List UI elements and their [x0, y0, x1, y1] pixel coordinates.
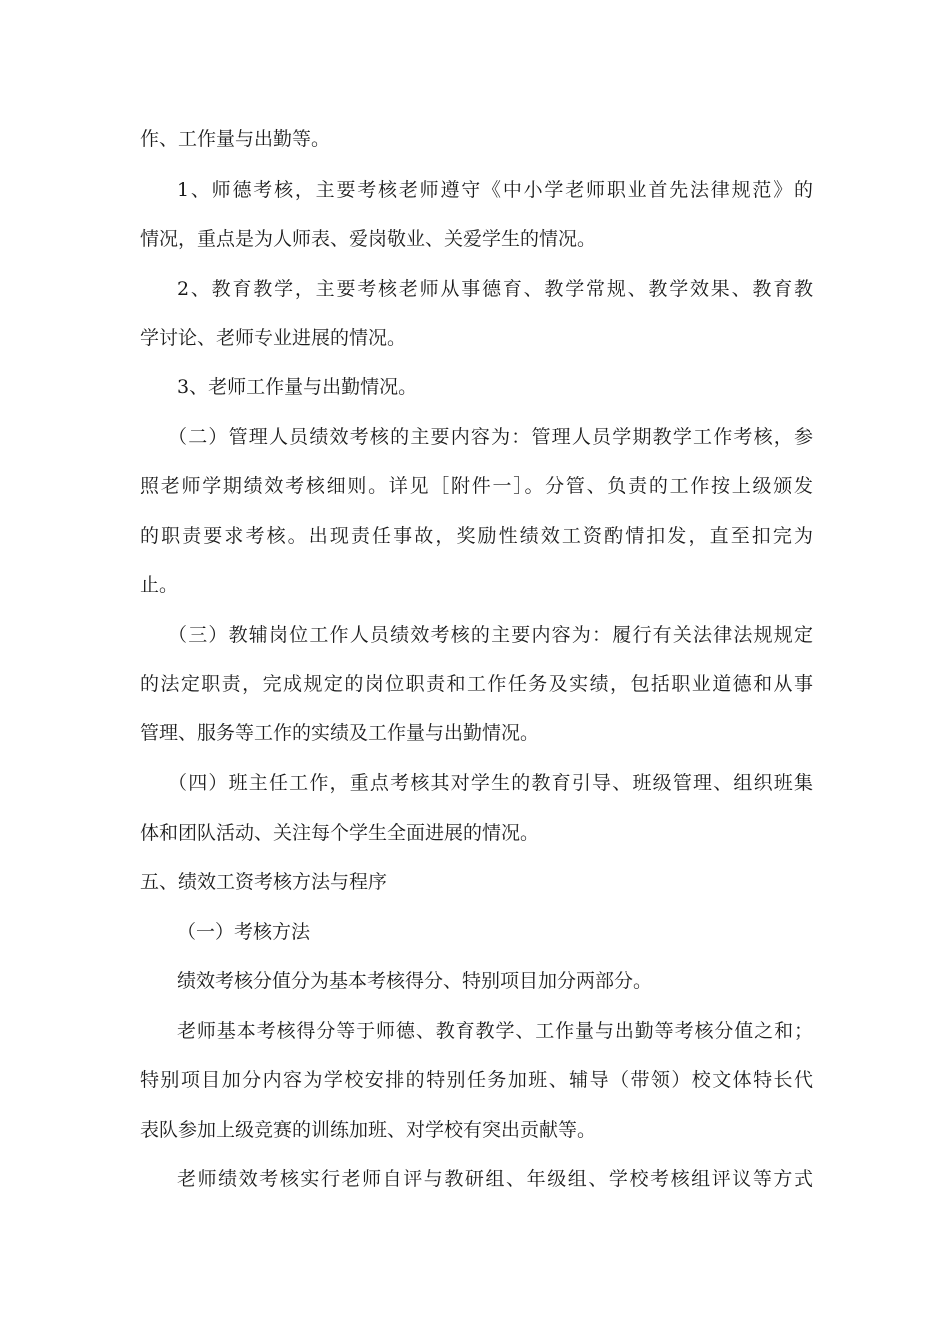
- text-line: 的职责要求考核。出现责任事故，奖励性绩效工资酌情扣发，直至扣完为: [140, 525, 813, 547]
- text-line: （四）班主任工作，重点考核其对学生的教育引导、班级管理、组织班集: [168, 772, 813, 794]
- text-line: （三）教辅岗位工作人员绩效考核的主要内容为：履行有关法律法规规定: [168, 624, 813, 646]
- text-line: 情况，重点是为人师表、爱岗敬业、关爱学生的情况。: [140, 228, 597, 250]
- text-line: 3、老师工作量与出勤情况。: [177, 376, 418, 398]
- text-line: 止。: [140, 574, 179, 596]
- text-line: 老师基本考核得分等于师德、教育教学、工作量与出勤等考核分值之和；: [177, 1020, 813, 1042]
- text-line: （二）管理人员绩效考核的主要内容为：管理人员学期教学工作考核，参: [168, 426, 813, 448]
- text-line: 管理、服务等工作的实绩及工作量与出勤情况。: [140, 722, 540, 744]
- text-line: 作、工作量与出勤等。: [140, 128, 331, 150]
- text-line: 的法定职责，完成规定的岗位职责和工作任务及实绩，包括职业道德和从事: [140, 673, 813, 695]
- section-heading: 五、绩效工资考核方法与程序: [140, 871, 388, 893]
- subsection-heading: （一）考核方法: [177, 921, 311, 943]
- text-line: 1、师德考核，主要考核老师遵守《中小学老师职业首先法律规范》的: [177, 179, 813, 201]
- text-line: 照老师学期绩效考核细则。详见［附件一］。分管、负责的工作按上级颁发: [140, 475, 813, 497]
- text-line: 特别项目加分内容为学校安排的特别任务加班、辅导（带领）校文体特长代: [140, 1069, 813, 1091]
- text-line: 绩效考核分值分为基本考核得分、特别项目加分两部分。: [177, 970, 653, 992]
- text-line: 体和团队活动、关注每个学生全面进展的情况。: [140, 822, 540, 844]
- text-line: 表队参加上级竞赛的训练加班、对学校有突出贡献等。: [140, 1119, 597, 1141]
- text-line: 学讨论、老师专业进展的情况。: [140, 327, 407, 349]
- text-line: 老师绩效考核实行老师自评与教研组、年级组、学校考核组评议等方式: [177, 1168, 813, 1190]
- text-line: 2、教育教学，主要考核老师从事德育、教学常规、教学效果、教育教: [177, 278, 813, 300]
